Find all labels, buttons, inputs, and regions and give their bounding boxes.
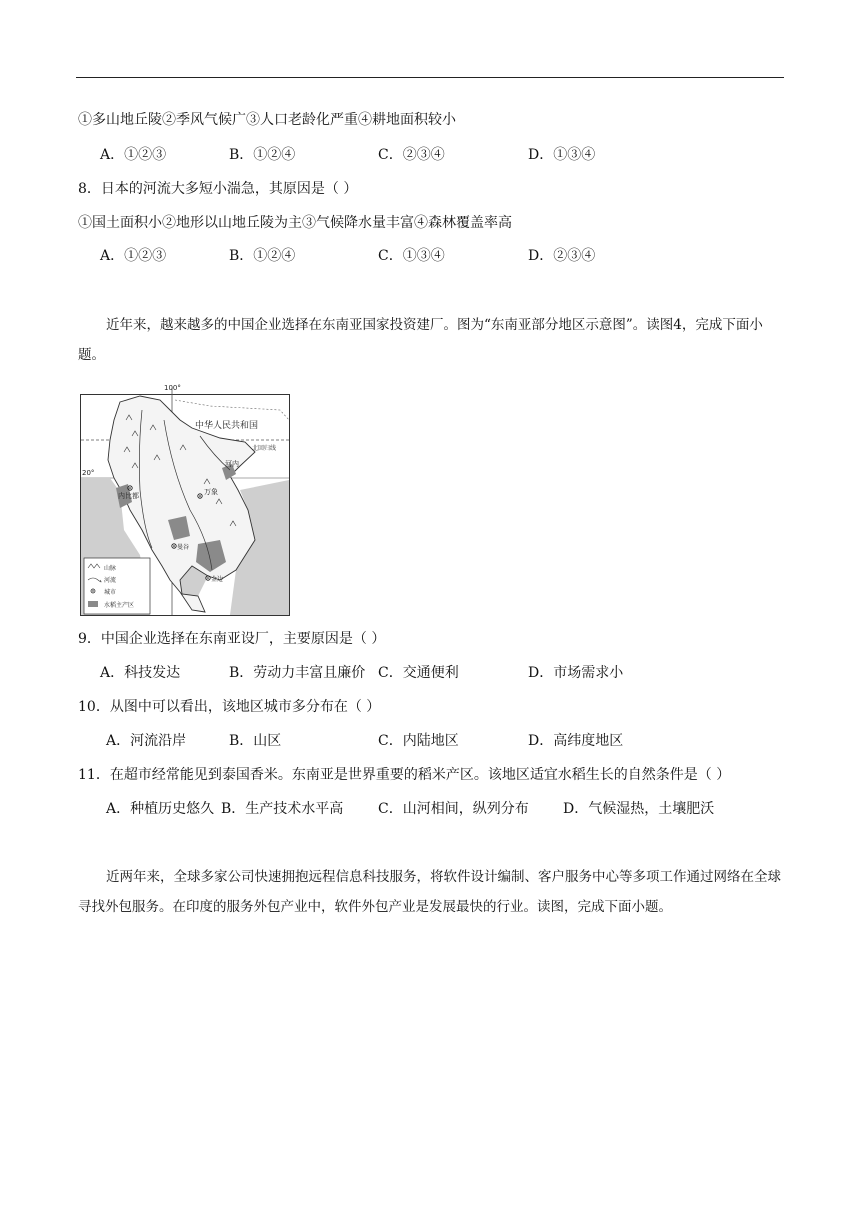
map-city-hanoi: 河内 (225, 460, 239, 468)
map-city-vientiane: 万象 (204, 488, 218, 496)
map-lon-label: 100° (164, 384, 181, 392)
q10-option-a[interactable]: A．河流沿岸 (106, 733, 187, 749)
q8-option-c[interactable]: C．①③④ (378, 248, 445, 264)
q9-stem: 9．中国企业选择在东南亚设厂，主要原因是（ ） (78, 631, 386, 647)
q11-option-a[interactable]: A．种植历史悠久 (106, 801, 215, 817)
legend-mountain: 山脉 (104, 565, 117, 572)
header-rule (76, 77, 784, 78)
legend-city: 城市 (104, 589, 117, 596)
map-city-phnompenh: 金边 (211, 576, 224, 583)
q9-option-d[interactable]: D．市场需求小 (528, 665, 624, 681)
q7-option-a[interactable]: A．①②③ (100, 147, 167, 163)
q8-option-d[interactable]: D．②③④ (528, 248, 596, 264)
q10-option-d[interactable]: D．高纬度地区 (528, 733, 624, 749)
legend-river: 河流 (104, 577, 117, 584)
intro-paragraph-2: 近两年来，全球多家公司快速拥抱远程信息科技服务，将软件设计编制、客户服务中心等多项工作通过网络在全球寻找外包服务。在印度的服务外包产业中，软件外包产业是发展最快的行业。读图，完成下面小题。 (78, 869, 781, 915)
map-country-label: 中华人民共和国 (195, 421, 259, 431)
q8-statements: ①国土面积小②地形以山地丘陵为主③气候降水量丰富④森林覆盖率高 (78, 215, 512, 231)
map-city-naypyidaw: 内比都 (118, 492, 139, 500)
q10-stem: 10．从图中可以看出，该地区城市多分布在（ ） (78, 699, 381, 715)
q11-option-d[interactable]: D．气候湿热，土壤肥沃 (563, 801, 715, 817)
legend-rice: 水稻主产区 (104, 602, 135, 609)
q8-option-b[interactable]: B．①②④ (229, 248, 296, 264)
q11-stem: 11．在超市经常能见到泰国香米。东南亚是世界重要的稻米产区。该地区适宜水稻生长的自然条件是（ ） (78, 767, 731, 783)
q11-option-c[interactable]: C．山河相间，纵列分布 (378, 801, 529, 817)
map-tropic-label: 北回归线 (252, 445, 277, 452)
q10-option-c[interactable]: C．内陆地区 (378, 733, 459, 749)
q9-option-c[interactable]: C．交通便利 (378, 665, 459, 681)
southeast-asia-map (80, 380, 290, 616)
q11-option-b[interactable]: B．生产技术水平高 (221, 801, 344, 817)
q9-option-b[interactable]: B．劳动力丰富且廉价 (229, 665, 366, 681)
q7-option-d[interactable]: D．①③④ (528, 147, 596, 163)
q10-option-b[interactable]: B．山区 (229, 733, 282, 749)
q7-option-c[interactable]: C．②③④ (378, 147, 445, 163)
q8-option-a[interactable]: A．①②③ (100, 248, 167, 264)
q7-option-b[interactable]: B．①②④ (229, 147, 296, 163)
map-city-bangkok: 曼谷 (177, 544, 190, 551)
q7-statements: ①多山地丘陵②季风气候广③人口老龄化严重④耕地面积较小 (78, 112, 456, 128)
q8-stem: 8．日本的河流大多短小湍急，其原因是（ ） (78, 181, 358, 197)
map-lat-label: 20° (82, 469, 95, 477)
q9-option-a[interactable]: A．科技发达 (100, 665, 181, 681)
intro-paragraph-1: 近年来，越来越多的中国企业选择在东南亚国家投资建厂。图为“东南亚部分地区示意图”。读图4，完成下面小题。 (78, 317, 763, 363)
